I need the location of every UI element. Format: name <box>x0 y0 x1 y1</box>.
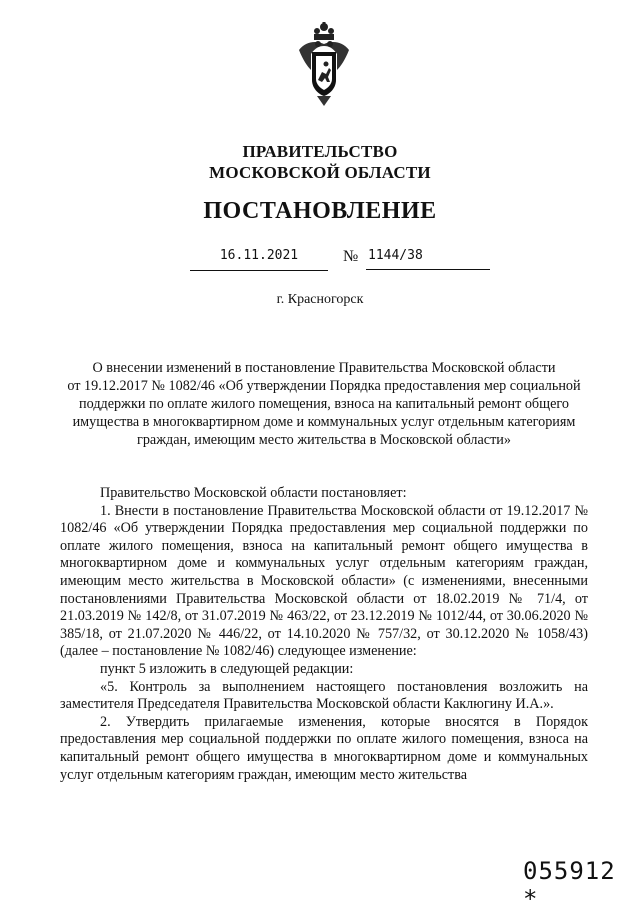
body-paragraph: 2. Утвердить прилагаемые изменения, которые вносятся в Порядок предоставления мер социальной поддержки по оплате жилого помещения, взноса на капитальный ремонт общего имущества в многоквартирном доме и коммунальных услуг отдельным категориям граждан, имеющим место жительства <box>60 713 588 783</box>
organization-name-line-1: ПРАВИТЕЛЬСТВО <box>242 142 398 161</box>
coat-of-arms-emblem <box>297 22 351 108</box>
number-sign: № <box>343 248 359 265</box>
document-body <box>60 485 588 784</box>
document-city: г. Красногорск <box>276 292 364 307</box>
organization-name-line-2: МОСКОВСКОЙ ОБЛАСТИ <box>209 163 431 182</box>
body-paragraph: «5. Контроль за выполнением настоящего постановления возложить на заместителя Председателя Правительства Московской области Каклюгину И.А.». <box>60 678 588 713</box>
document-type-title: ПОСТАНОВЛЕНИЕ <box>203 198 437 224</box>
subject-line: граждан, имеющим место жительства в Московской области» <box>137 432 511 448</box>
subject-line: имущества в многоквартирном доме и коммунальных услуг отдельным категориям <box>72 414 576 430</box>
body-paragraph: Правительство Московской области постановляет: <box>100 485 407 501</box>
document-serial-stamp: 055912 * <box>523 857 616 913</box>
body-paragraph: 1. Внести в постановление Правительства Московской области от 19.12.2017 № 1082/46 «Об утверждении Порядка предоставления мер социальной поддержки по оплате жилого помещения, взноса на капитальный ремонт общего имущества в многоквартирном доме и коммунальных услуг отдельным категориям граждан, имеющим место жительства в Московской области» (с изменениями, внесенными постановлениями Правительства Московской области от 18.02.2019 № 71/4, от 21.03.2019 № 142/8, от 31.07.2019 № 463/22, от 23.12.2019 № 1012/44, от 30.06.2020 № 385/18, от 21.07.2020 № 446/22, от 14.10.2020 № 757/32, от 30.12.2020 № 1058/43) (далее – постановление № 1082/46) следующее изменение: <box>60 502 588 660</box>
subject-line: от 19.12.2017 № 1082/46 «Об утверждении Порядка предоставления мер социальной <box>67 378 581 394</box>
body-paragraph: пункт 5 изложить в следующей редакции: <box>100 660 354 677</box>
document-date: 16.11.2021 <box>190 248 328 271</box>
subject-line: поддержки по оплате жилого помещения, взноса на капитальный ремонт общего <box>79 396 569 412</box>
document-subject <box>60 359 588 449</box>
document-number: 1144/38 <box>366 248 490 270</box>
subject-line: О внесении изменений в постановление Правительства Московской области <box>92 360 556 376</box>
